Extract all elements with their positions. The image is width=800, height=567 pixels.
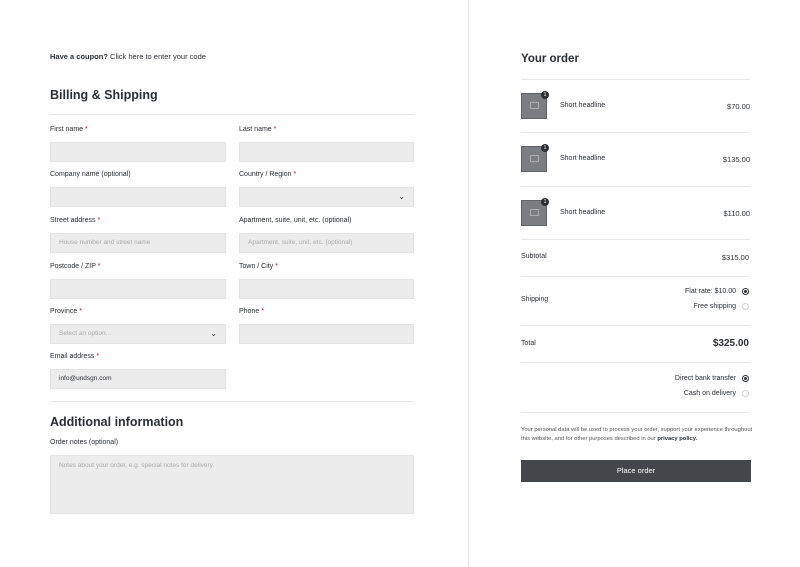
apartment-input[interactable]: Apartment, suite, unit, etc. (optional) <box>239 233 414 253</box>
coupon-prompt: Have a coupon? <box>50 52 108 61</box>
company-field <box>50 170 226 207</box>
postcode-label: Postcode / ZIP <box>50 263 96 270</box>
last-name-input[interactable] <box>239 142 414 162</box>
email-input[interactable]: info@undsgn.com <box>50 369 226 389</box>
image-placeholder-icon <box>521 93 547 119</box>
chevron-down-icon: ⌄ <box>398 192 405 201</box>
item-price: $70.00 <box>727 102 750 111</box>
total-value: $325.00 <box>712 338 749 349</box>
order-item <box>521 200 750 226</box>
phone-input[interactable] <box>239 324 414 344</box>
privacy-text: Your personal data will be used to process your order, support your experience throughout this website, and for other purposes described in our <box>521 427 753 442</box>
first-name-field <box>50 125 226 162</box>
total-label: Total <box>521 340 536 347</box>
payment-option-cash[interactable] <box>684 390 749 397</box>
order-divider <box>521 239 750 240</box>
quantity-badge: 1 <box>541 198 549 206</box>
country-label: Country / Region <box>239 171 292 178</box>
additional-title: Additional information <box>50 415 184 429</box>
province-placeholder: Select an option... <box>59 330 112 337</box>
order-notes-textarea[interactable]: Notes about your order, e.g. special notes for delivery. <box>50 455 414 514</box>
section-divider <box>50 401 414 402</box>
street-label: Street address <box>50 217 96 224</box>
order-item <box>521 93 750 119</box>
billing-divider <box>50 114 414 115</box>
quantity-badge: 1 <box>541 91 549 99</box>
country-select[interactable] <box>239 187 414 207</box>
last-name-field <box>239 125 414 162</box>
province-field <box>50 307 226 344</box>
required-mark: * <box>85 126 88 133</box>
coupon-notice <box>50 52 206 61</box>
required-mark: * <box>261 308 264 315</box>
item-name: Short headline <box>560 155 606 162</box>
order-divider <box>521 325 750 326</box>
required-mark: * <box>275 263 278 270</box>
place-order-button[interactable]: Place order <box>521 460 751 482</box>
cash-on-delivery-label: Cash on delivery <box>683 390 736 397</box>
phone-field <box>239 307 414 344</box>
province-select[interactable] <box>50 324 226 344</box>
email-label: Email address <box>50 353 95 360</box>
item-name: Short headline <box>560 209 606 216</box>
flat-rate-label: Flat rate: $10.00 <box>685 288 736 295</box>
company-label: Company name (optional) <box>50 171 131 178</box>
postcode-field <box>50 262 226 299</box>
street-field <box>50 216 226 253</box>
town-field <box>239 262 414 299</box>
last-name-label: Last name <box>239 126 272 133</box>
apartment-label: Apartment, suite, unit, etc. (optional) <box>239 217 352 224</box>
radio-icon[interactable] <box>742 390 749 397</box>
order-divider <box>521 79 750 80</box>
subtotal-value: $315.00 <box>721 253 749 262</box>
item-price: $110.00 <box>723 209 750 218</box>
required-mark: * <box>293 171 297 178</box>
item-name: Short headline <box>560 102 606 109</box>
shipping-label: Shipping <box>521 296 549 303</box>
item-price: $135.00 <box>722 155 750 164</box>
order-notes-label: Order notes (optional) <box>50 439 119 446</box>
privacy-notice <box>521 426 753 443</box>
required-mark: * <box>79 308 82 315</box>
first-name-input[interactable] <box>50 142 226 162</box>
shipping-option-flat-rate[interactable] <box>685 288 749 295</box>
billing-title: Billing & Shipping <box>50 88 158 102</box>
order-title: Your order <box>521 53 579 65</box>
required-mark: * <box>96 353 100 360</box>
quantity-badge: 1 <box>541 144 549 152</box>
required-mark: * <box>273 126 277 133</box>
first-name-label: First name <box>50 126 84 133</box>
email-field <box>50 352 226 389</box>
street-input[interactable]: House number and street name <box>50 233 226 253</box>
payment-option-bank-transfer[interactable] <box>675 375 749 382</box>
radio-selected-icon[interactable] <box>742 375 749 382</box>
postcode-input[interactable] <box>50 279 226 299</box>
town-label: Town / City <box>239 263 274 270</box>
order-panel <box>468 0 800 567</box>
radio-selected-icon[interactable] <box>742 288 749 295</box>
required-mark: * <box>97 263 101 270</box>
order-divider <box>521 362 750 363</box>
required-mark: * <box>97 217 101 224</box>
free-shipping-label: Free shipping <box>693 303 736 310</box>
shipping-option-free[interactable] <box>694 303 749 310</box>
order-divider <box>521 412 750 413</box>
radio-icon[interactable] <box>742 303 749 310</box>
subtotal-label: Subtotal <box>521 253 547 260</box>
order-divider <box>521 132 750 133</box>
bank-transfer-label: Direct bank transfer <box>674 375 736 382</box>
order-item <box>521 146 750 172</box>
coupon-link[interactable]: Click here to enter your code <box>110 52 206 61</box>
chevron-down-icon: ⌄ <box>210 329 217 338</box>
town-input[interactable] <box>239 279 414 299</box>
province-label: Province <box>50 308 78 315</box>
image-placeholder-icon <box>521 200 547 226</box>
order-divider <box>521 186 750 187</box>
country-field <box>239 170 414 207</box>
company-input[interactable] <box>50 187 226 207</box>
phone-label: Phone <box>239 308 260 315</box>
image-placeholder-icon <box>521 146 547 172</box>
privacy-policy-link[interactable]: privacy policy. <box>657 435 698 442</box>
apartment-field <box>239 216 414 253</box>
order-divider <box>521 276 750 277</box>
